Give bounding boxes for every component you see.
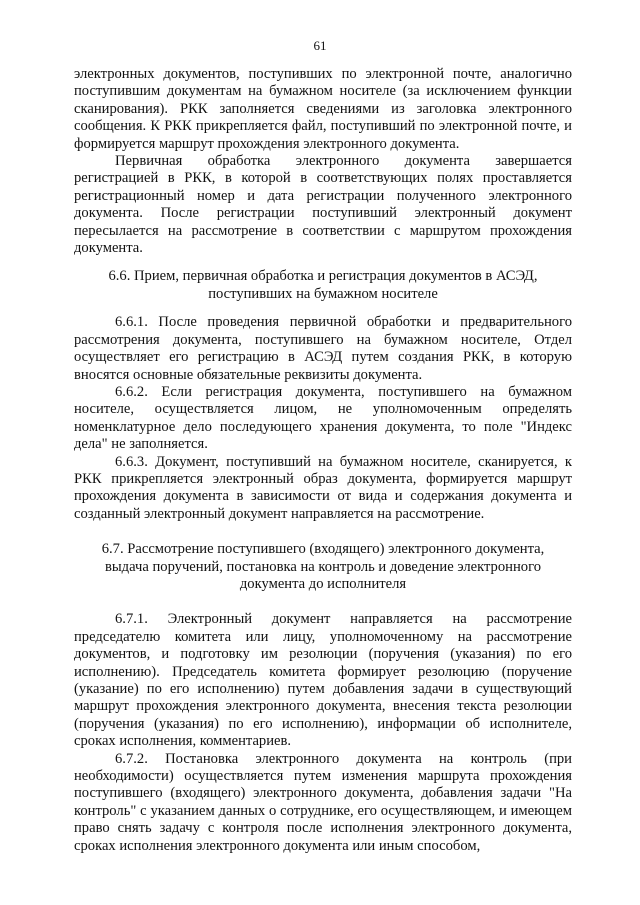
paragraph-primary-processing: Первичная обработка электронного документа завершается регистрацией в РКК, в которой в соответствующих полях проставляется регистрационный номер и дата регистрации полученного электронного документа. После регистрации поступивший электронный документ пересылается на рассмотрение в соответствии с маршрутом прохождения документа. bbox=[74, 153, 572, 257]
section-heading-6-7-line-2: выдача поручений, постановка на контроль и доведение электронного bbox=[104, 558, 541, 575]
section-heading-6-6 bbox=[74, 268, 572, 303]
paragraph-6-7-1: 6.7.1. Электронный документ направляется на рассмотрение председателю комитета или лицу, уполномоченному на рассмотрение документов, и подготовку им резолюции (поручения (указания) по его исполнению). Председатель комитета формирует резолюцию (поручение (указание) по его исполнению) путем добавления задачи в существующий маршрут прохождения электронного документа, внесения текста резолюции (поручения (указания) по его исполнению), информации об исполнителе, сроках исполнения, комментариев. bbox=[74, 611, 572, 750]
spacer bbox=[74, 257, 572, 268]
spacer bbox=[74, 523, 572, 541]
section-heading-6-7-line-3: документа до исполнителя bbox=[239, 575, 407, 592]
section-heading-6-7 bbox=[74, 541, 572, 593]
page-number: 61 bbox=[313, 38, 327, 53]
paragraph-6-6-2: 6.6.2. Если регистрация документа, поступившего на бумажном носителе, осуществляется лицом, не уполномоченным определять номенклатурное дело последующего хранения документа, то поле "Индекс дела" не заполняется. bbox=[74, 383, 572, 453]
section-heading-6-7-line-1: 6.7. Рассмотрение поступившего (входящего) электронного документа, bbox=[101, 541, 545, 558]
paragraph-6-7-2: 6.7.2. Постановка электронного документа на контроль (при необходимости) осуществляется путем изменения маршрута прохождения поступившего (входящего) электронного документа, добавления задачи "На контроль" с указанием данных о сотруднике, его осуществляющем, и имеющем право снять задачу с контроля после исполнения электронного документа, сроках исполнения электронного документа или иным способом, bbox=[74, 750, 572, 854]
section-heading-6-6-line-2: поступивших на бумажном носителе bbox=[208, 285, 438, 302]
section-heading-6-6-line-1: 6.6. Прием, первичная обработка и регистрация документов в АСЭД, bbox=[108, 268, 538, 285]
paragraph-email-documents: электронных документов, поступивших по электронной почте, аналогично поступившим документам на бумажном носителе (за исключением функции сканирования). РКК заполняется сведениями из заголовка электронного сообщения. К РКК прикрепляется файл, поступивший по электронной почте, и формируется маршрут прохождения электронного документа. bbox=[74, 66, 572, 152]
document-body bbox=[74, 66, 572, 855]
paragraph-6-6-1: 6.6.1. После проведения первичной обработки и предварительного рассмотрения документа, поступившего на бумажном носителе, Отдел осуществляет его регистрацию в АСЭД путем создания РКК, в которую вносятся основные обязательные реквизиты документа. bbox=[74, 314, 572, 383]
spacer bbox=[74, 593, 572, 611]
paragraph-6-6-3: 6.6.3. Документ, поступивший на бумажном носителе, сканируется, к РКК прикрепляется электронный образ документа, формируется маршрут прохождения документа в зависимости от вида и содержания документа и созданный электронный документ направляется на рассмотрение. bbox=[74, 453, 572, 522]
spacer bbox=[74, 303, 572, 314]
